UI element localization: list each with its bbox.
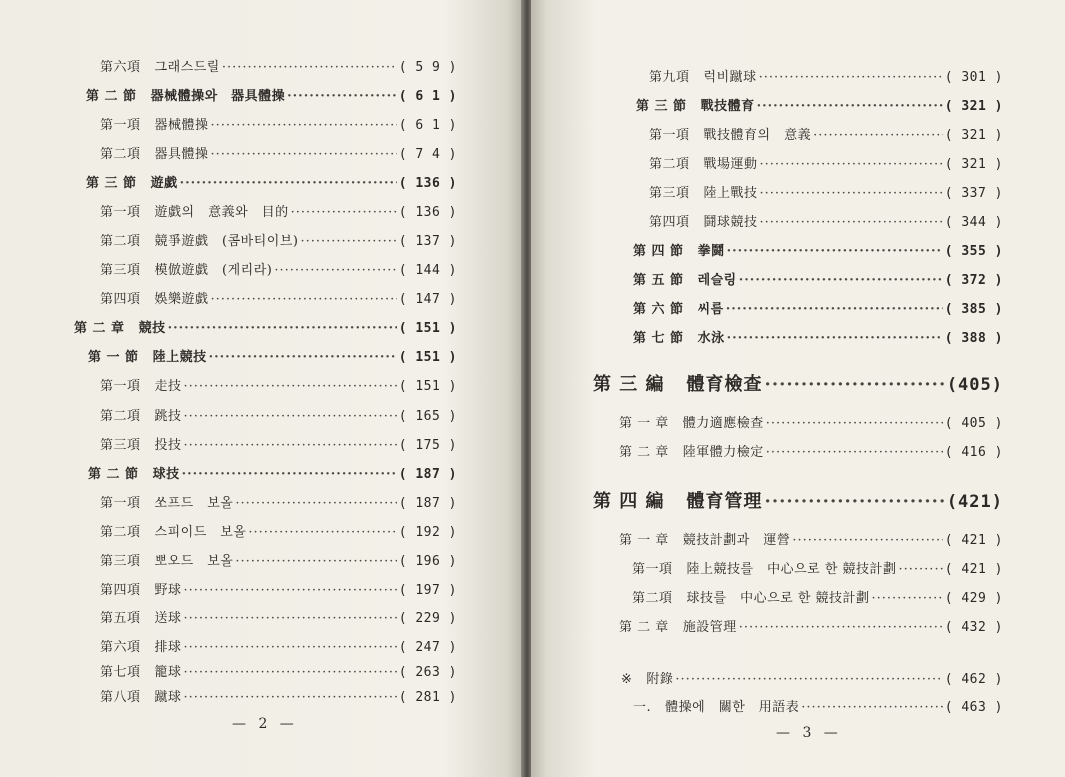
toc-entry xyxy=(633,298,1003,317)
toc-title: 附錄 xyxy=(646,672,674,687)
toc-title: 排球 xyxy=(154,640,182,655)
toc-title: 쏘프드 보올 xyxy=(154,496,234,511)
toc-entry xyxy=(86,172,457,191)
toc-label: 第一項 xyxy=(100,496,141,511)
toc-label: 第二項 xyxy=(100,234,141,249)
dot-leader xyxy=(211,292,397,307)
toc-title: 戰場運動 xyxy=(703,157,758,172)
toc-title: 陸軍體力檢定 xyxy=(682,445,764,460)
dot-leader xyxy=(766,445,943,460)
toc-label: ※ xyxy=(621,672,633,687)
dot-leader xyxy=(792,533,942,548)
toc-entry xyxy=(632,587,1003,606)
toc-page-number: ( 6 1 ) xyxy=(398,118,457,133)
toc-entry xyxy=(649,66,1003,85)
dot-leader xyxy=(184,379,397,394)
toc-entry xyxy=(88,346,457,365)
toc-page-number: ( 136 ) xyxy=(398,176,457,191)
toc-page-number: ( 196 ) xyxy=(398,554,457,569)
toc-label: 第 四 編 xyxy=(593,491,665,512)
dot-leader xyxy=(813,128,943,143)
toc-page-number: ( 301 ) xyxy=(944,70,1003,85)
toc-page-number: ( 165 ) xyxy=(398,409,457,424)
toc-title: 跳技 xyxy=(154,409,182,424)
dot-leader xyxy=(899,562,943,577)
toc-label: 第三項 xyxy=(100,554,141,569)
toc-entry xyxy=(100,492,457,511)
dot-leader xyxy=(168,321,397,336)
toc-title: 野球 xyxy=(154,583,182,598)
toc-title: 體育管理 xyxy=(686,491,763,512)
toc-entry xyxy=(633,240,1003,259)
toc-page-number: ( 416 ) xyxy=(944,445,1003,460)
toc-entry xyxy=(619,412,1003,431)
toc-label: 第七項 xyxy=(100,665,141,680)
right-page xyxy=(531,0,1065,777)
page-number-footer: — 3 — xyxy=(776,725,842,741)
dot-leader xyxy=(760,215,943,230)
toc-label: 第 一 章 xyxy=(619,416,669,431)
toc-label: 第 一 章 xyxy=(619,533,669,548)
toc-label: 第 四 節 xyxy=(633,244,684,259)
toc-entry xyxy=(649,211,1003,230)
toc-page-number: ( 151 ) xyxy=(398,350,457,365)
toc-page-number: ( 147 ) xyxy=(398,292,457,307)
toc-title: 그래스드릴 xyxy=(154,60,220,75)
toc-label: 第四項 xyxy=(649,215,690,230)
toc-entry xyxy=(100,375,457,394)
toc-title: 體操에 關한 用語表 xyxy=(665,700,800,715)
toc-entry xyxy=(100,259,457,278)
toc-title: 籠球 xyxy=(154,665,182,680)
toc-title: 戰技體育의 意義 xyxy=(703,128,812,143)
toc-entry xyxy=(649,182,1003,201)
toc-entry xyxy=(100,114,457,133)
dot-leader xyxy=(759,70,943,85)
toc-title: 球技 xyxy=(152,467,180,482)
toc-entry xyxy=(100,434,457,453)
toc-page-number: ( 192 ) xyxy=(398,525,457,540)
toc-label: 第九項 xyxy=(649,70,690,85)
toc-title: 競技計劃과 運營 xyxy=(682,533,791,548)
toc-entry xyxy=(100,143,457,162)
toc-title: 陸上戰技 xyxy=(703,186,758,201)
toc-title: 走技 xyxy=(154,379,182,394)
dot-leader xyxy=(180,176,397,191)
toc-entry xyxy=(100,288,457,307)
toc-page-number: ( 263 ) xyxy=(398,665,457,680)
toc-label: 第 二 節 xyxy=(88,467,139,482)
toc-page-number: ( 372 ) xyxy=(944,273,1003,288)
toc-label: 第一項 xyxy=(100,379,141,394)
toc-label: 第一項 xyxy=(100,118,141,133)
toc-label: 第四項 xyxy=(100,292,141,307)
toc-title: 拳鬪 xyxy=(697,244,725,259)
toc-page-number: ( 197 ) xyxy=(398,583,457,598)
toc-page-number: ( 5 9 ) xyxy=(398,60,457,75)
toc-title: 競技 xyxy=(138,321,166,336)
toc-page-number: ( 175 ) xyxy=(398,438,457,453)
dot-leader xyxy=(274,263,396,278)
toc-page-number: ( 344 ) xyxy=(944,215,1003,230)
toc-label: 第二項 xyxy=(632,591,673,606)
toc-page-number: ( 421 ) xyxy=(944,562,1003,577)
toc-label: 第 六 節 xyxy=(633,302,684,317)
toc-page-number: ( 7 4 ) xyxy=(398,147,457,162)
toc-label: 第 二 章 xyxy=(74,321,125,336)
dot-leader xyxy=(211,118,397,133)
toc-label: 第二項 xyxy=(100,409,141,424)
toc-label: 第二項 xyxy=(100,525,141,540)
dot-leader xyxy=(757,99,943,114)
left-page xyxy=(0,0,523,777)
toc-entry xyxy=(621,668,1003,687)
toc-title: 送球 xyxy=(154,611,182,626)
dot-leader xyxy=(300,234,396,249)
toc-label: 一. xyxy=(633,700,652,715)
toc-entry xyxy=(86,85,457,104)
toc-page-number: ( 405 ) xyxy=(944,416,1003,431)
toc-label: 第 二 章 xyxy=(619,620,669,635)
toc-entry xyxy=(633,269,1003,288)
toc-label: 第 三 編 xyxy=(593,374,665,395)
toc-label: 第三項 xyxy=(100,438,141,453)
toc-entry xyxy=(636,95,1003,114)
toc-label: 第 三 節 xyxy=(86,176,137,191)
toc-label: 第一項 xyxy=(632,562,673,577)
toc-label: 第八項 xyxy=(100,690,141,705)
toc-title: 娛樂遊戯 xyxy=(154,292,209,307)
toc-page-number: ( 385 ) xyxy=(944,302,1003,317)
toc-page-number: ( 137 ) xyxy=(398,234,457,249)
toc-title: 球技를 中心으로 한 競技計劃 xyxy=(686,591,870,606)
toc-entry xyxy=(649,124,1003,143)
toc-title: 스피이드 보올 xyxy=(154,525,247,540)
toc-title: 器具體操 xyxy=(154,147,209,162)
toc-entry xyxy=(619,616,1003,635)
toc-title: 陸上競技를 中心으로 한 競技計劃 xyxy=(686,562,897,577)
toc-page-number: ( 388 ) xyxy=(944,331,1003,346)
dot-leader xyxy=(184,438,397,453)
toc-page-number: ( 187 ) xyxy=(398,496,457,511)
toc-label: 第六項 xyxy=(100,640,141,655)
dot-leader xyxy=(760,186,943,201)
toc-label: 第 二 節 xyxy=(86,89,137,104)
toc-part-heading xyxy=(593,370,1003,396)
dot-leader xyxy=(675,672,942,687)
toc-entry xyxy=(100,661,457,680)
toc-title: 水泳 xyxy=(697,331,725,346)
toc-page-number: ( 187 ) xyxy=(398,467,457,482)
toc-entry xyxy=(100,521,457,540)
dot-leader xyxy=(184,409,397,424)
toc-title: 體力適應檢查 xyxy=(682,416,764,431)
toc-entry xyxy=(100,56,457,75)
toc-title: 鬪球競技 xyxy=(703,215,758,230)
dot-leader xyxy=(765,374,945,395)
dot-leader xyxy=(235,496,396,511)
toc-entry xyxy=(100,201,457,220)
dot-leader xyxy=(184,583,397,598)
toc-entry xyxy=(619,529,1003,548)
toc-entry xyxy=(100,636,457,655)
toc-page-number: ( 355 ) xyxy=(944,244,1003,259)
toc-part-heading xyxy=(593,487,1003,513)
toc-page-number: ( 337 ) xyxy=(944,186,1003,201)
dot-leader xyxy=(291,205,397,220)
dot-leader xyxy=(765,491,945,512)
toc-title: 陸上競技 xyxy=(152,350,207,365)
toc-title: 體育檢查 xyxy=(686,374,763,395)
dot-leader xyxy=(872,591,943,606)
toc-entry xyxy=(100,405,457,424)
dot-leader xyxy=(182,467,397,482)
toc-title: 뽀오드 보올 xyxy=(154,554,234,569)
dot-leader xyxy=(766,416,943,431)
toc-page-number: ( 321 ) xyxy=(944,157,1003,172)
dot-leader xyxy=(209,350,397,365)
toc-entry xyxy=(100,686,457,705)
page-number-footer: — 2 — xyxy=(232,716,298,732)
toc-title: 럭비蹴球 xyxy=(703,70,757,85)
toc-label: 第 一 節 xyxy=(88,350,139,365)
toc-title: 씨름 xyxy=(697,302,724,317)
toc-title: 蹴球 xyxy=(154,690,182,705)
toc-page-number: (421) xyxy=(946,492,1003,512)
dot-leader xyxy=(184,690,397,705)
dot-leader xyxy=(801,700,942,715)
dot-leader xyxy=(739,620,943,635)
dot-leader xyxy=(235,554,396,569)
toc-title: 戰技體育 xyxy=(700,99,755,114)
toc-page-number: ( 144 ) xyxy=(398,263,457,278)
toc-entry xyxy=(649,153,1003,172)
toc-page-number: ( 321 ) xyxy=(944,128,1003,143)
toc-label: 第一項 xyxy=(100,205,141,220)
dot-leader xyxy=(211,147,397,162)
toc-title: 投技 xyxy=(154,438,182,453)
toc-label: 第 五 節 xyxy=(633,273,684,288)
toc-title: 器械體操와 器具體操 xyxy=(150,89,286,104)
toc-entry xyxy=(619,441,1003,460)
dot-leader xyxy=(248,525,396,540)
toc-page-number: ( 281 ) xyxy=(398,690,457,705)
toc-entry xyxy=(100,607,457,626)
toc-page-number: ( 247 ) xyxy=(398,640,457,655)
dot-leader xyxy=(727,244,943,259)
toc-title: 遊戯 xyxy=(150,176,178,191)
toc-page-number: ( 463 ) xyxy=(944,700,1003,715)
toc-page-number: ( 421 ) xyxy=(944,533,1003,548)
toc-entry xyxy=(100,230,457,249)
toc-label: 第一項 xyxy=(649,128,690,143)
toc-label: 第 七 節 xyxy=(633,331,684,346)
toc-page-number: ( 151 ) xyxy=(398,379,457,394)
toc-title: 模倣遊戯 (게리라) xyxy=(154,263,273,278)
toc-label: 第三項 xyxy=(649,186,690,201)
toc-entry xyxy=(633,696,1003,715)
dot-leader xyxy=(184,611,397,626)
toc-entry xyxy=(74,317,457,336)
toc-entry xyxy=(88,463,457,482)
toc-label: 第 三 節 xyxy=(636,99,687,114)
toc-page-number: ( 321 ) xyxy=(944,99,1003,114)
toc-entry xyxy=(633,327,1003,346)
dot-leader xyxy=(726,302,943,317)
toc-page-number: ( 136 ) xyxy=(398,205,457,220)
dot-leader xyxy=(222,60,397,75)
toc-page-number: ( 229 ) xyxy=(398,611,457,626)
toc-page-number: ( 432 ) xyxy=(944,620,1003,635)
dot-leader xyxy=(760,157,943,172)
toc-label: 第四項 xyxy=(100,583,141,598)
toc-page-number: ( 429 ) xyxy=(944,591,1003,606)
toc-label: 第 二 章 xyxy=(619,445,669,460)
toc-entry xyxy=(100,579,457,598)
toc-title: 施設管理 xyxy=(682,620,737,635)
toc-title: 遊戯의 意義와 目的 xyxy=(154,205,289,220)
toc-label: 第五項 xyxy=(100,611,141,626)
dot-leader xyxy=(739,273,943,288)
toc-title: 競爭遊戯 (콤바티이브) xyxy=(154,234,299,249)
toc-label: 第三項 xyxy=(100,263,141,278)
toc-entry xyxy=(100,550,457,569)
toc-title: 器械體操 xyxy=(154,118,209,133)
toc-page-number: (405) xyxy=(946,375,1003,395)
toc-label: 第六項 xyxy=(100,60,141,75)
dot-leader xyxy=(184,640,397,655)
toc-title: 레슬링 xyxy=(697,273,737,288)
toc-label: 第二項 xyxy=(100,147,141,162)
toc-entry xyxy=(632,558,1003,577)
toc-label: 第二項 xyxy=(649,157,690,172)
dot-leader xyxy=(287,89,397,104)
dot-leader xyxy=(184,665,397,680)
toc-page-number: ( 462 ) xyxy=(944,672,1003,687)
toc-page-number: ( 6 1 ) xyxy=(398,89,457,104)
dot-leader xyxy=(727,331,943,346)
toc-page-number: ( 151 ) xyxy=(398,321,457,336)
